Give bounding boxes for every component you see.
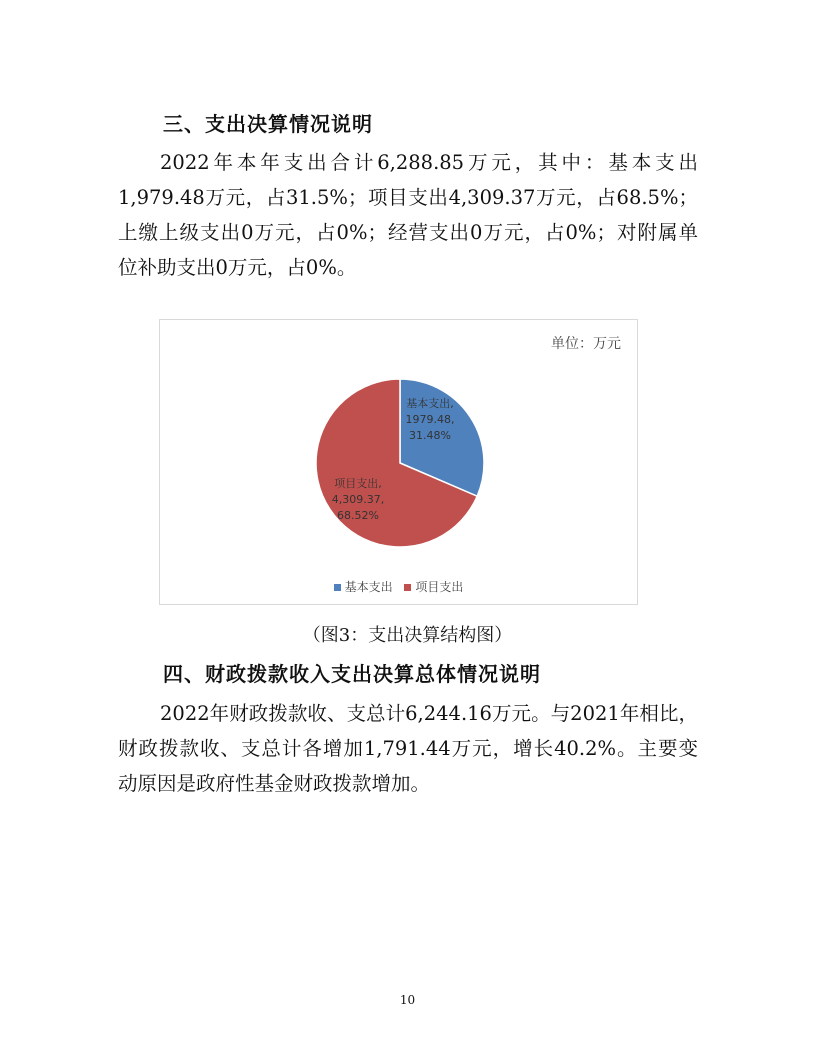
- legend-item-project: [404, 578, 463, 595]
- paragraph-line: 财政拨款收、支总计各增加1,791.44万元，增长40.2%。主要变: [118, 737, 698, 760]
- paragraph-line: 动原因是政府性基金财政拨款增加。: [118, 772, 431, 795]
- pie-data-label: 1979.48,: [405, 413, 455, 426]
- section-4-paragraph: [118, 696, 698, 801]
- page-number: 10: [399, 993, 416, 1007]
- section-3-paragraph: [118, 145, 698, 285]
- pie-data-label: 4,309.37,: [331, 493, 385, 506]
- pie-data-label: 基本支出,: [406, 397, 454, 410]
- legend-swatch-basic: [334, 584, 341, 591]
- pie-data-label: 31.48%: [409, 429, 451, 442]
- paragraph-line: 2022年财政拨款收、支总计6,244.16万元。与2021年相比，: [160, 702, 698, 725]
- legend-label: 项目支出: [415, 580, 464, 594]
- paragraph-line: 位补助支出0万元，占0%。: [118, 256, 357, 279]
- expenditure-pie-chart: [159, 319, 638, 605]
- paragraph-line: 1,979.48万元，占31.5%；项目支出4,309.37万元，占68.5%；: [118, 186, 698, 209]
- paragraph-line: 2022年本年支出合计6,288.85万元，其中：基本支出: [160, 151, 698, 174]
- pie-data-label: 68.52%: [337, 509, 379, 522]
- pie-data-label: 项目支出,: [334, 477, 382, 490]
- section-4-heading: 四、财政拨款收入支出决算总体情况说明: [163, 662, 541, 686]
- legend-item-basic: [334, 578, 393, 595]
- figure-caption: （图3：支出决算结构图）: [302, 625, 513, 646]
- section-3-heading: 三、支出决算情况说明: [163, 112, 373, 136]
- chart-legend: [160, 578, 637, 595]
- pie-svg: [160, 320, 637, 604]
- legend-label: 基本支出: [344, 580, 393, 594]
- legend-swatch-project: [404, 584, 411, 591]
- unit-label: 单位：万元: [551, 336, 621, 352]
- paragraph-line: 上缴上级支出0万元，占0%；经营支出0万元，占0%；对附属单: [118, 221, 698, 244]
